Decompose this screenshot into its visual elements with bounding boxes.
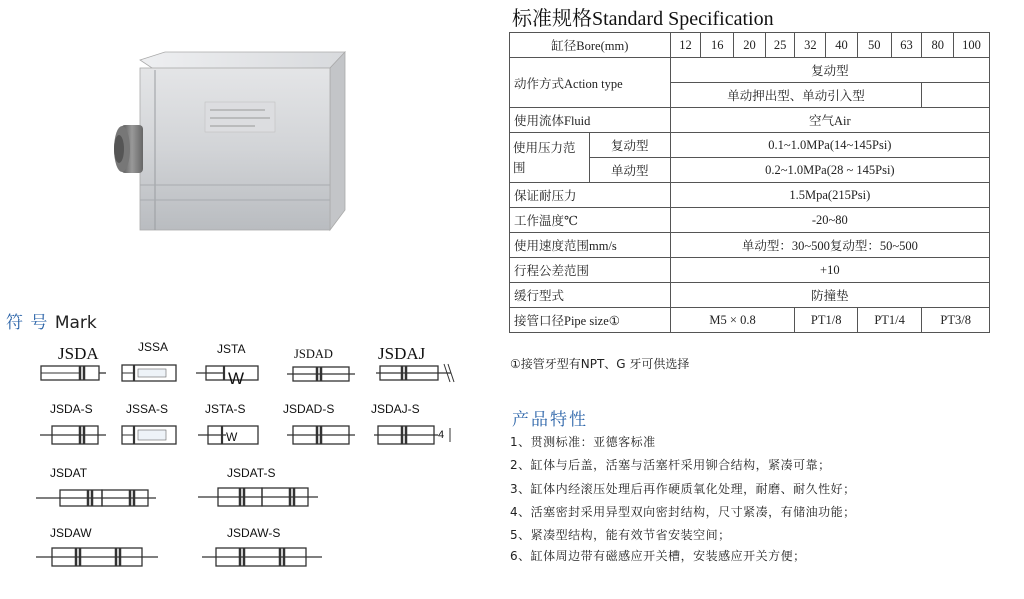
bore-cell: 12 xyxy=(670,33,701,58)
symbol-label-jsdat-s: JSDAT-S xyxy=(227,466,276,480)
symbol-label-jsdaw: JSDAW xyxy=(50,526,92,540)
pressure-double-label: 复动型 xyxy=(589,133,670,158)
row-temp xyxy=(510,208,990,233)
symbol-jsdaw-s xyxy=(202,544,322,570)
stroke-label: 行程公差范围 xyxy=(510,258,671,283)
bore-cell: 20 xyxy=(734,33,766,58)
svg-text:4: 4 xyxy=(438,429,445,441)
proof-value: 1.5Mpa(215Psi) xyxy=(670,183,989,208)
feature-item: 6、缸体周边带有磁感应开关槽，安装感应开关方便； xyxy=(510,549,806,563)
proof-label: 保证耐压力 xyxy=(510,183,671,208)
symbol-jsdaj xyxy=(376,362,456,386)
cylinder-photo xyxy=(95,30,355,245)
action-double-value: 复动型 xyxy=(670,58,989,83)
pressure-double-value: 0.1~1.0MPa(14~145Psi) xyxy=(670,133,989,158)
spec-title: 标准规格Standard Specification xyxy=(512,8,774,30)
speed-label: 使用速度范围mm/s xyxy=(510,233,671,258)
row-proof xyxy=(510,183,990,208)
feature-item: 2、缸体与后盖，活塞与活塞杆采用铆合结构，紧凑可靠； xyxy=(510,458,831,472)
symbol-label-jsda-s: JSDA-S xyxy=(50,402,93,416)
symbol-label-jsdaj: JSDAJ xyxy=(378,344,426,363)
bore-cell: 80 xyxy=(922,33,954,58)
cushion-value: 防撞垫 xyxy=(670,283,989,308)
feature-item: 4、活塞密封采用异型双向密封结构，尺寸紧凑，有储油功能； xyxy=(510,505,856,519)
spec-table xyxy=(509,32,990,333)
symbol-jsdad xyxy=(287,364,355,386)
pressure-label: 使用压力范围 xyxy=(510,133,590,183)
symbol-label-jsdaj-s: JSDAJ-S xyxy=(371,402,420,416)
symbol-label-jsdaw-s: JSDAW-S xyxy=(227,526,281,540)
bore-label: 缸径Bore(mm) xyxy=(510,33,671,58)
bore-cell: 50 xyxy=(857,33,891,58)
symbol-label-jssa: JSSA xyxy=(138,340,169,354)
row-speed xyxy=(510,233,990,258)
bore-cell: 32 xyxy=(795,33,826,58)
symbol-jsta-s xyxy=(198,422,264,448)
feature-item: 5、紧凑型结构，能有效节省安装空间； xyxy=(510,528,731,542)
bore-cell: 16 xyxy=(701,33,734,58)
symbol-jssa-s xyxy=(120,422,180,448)
port-value: PT1/4 xyxy=(857,308,921,333)
symbol-jsdaj-s xyxy=(374,422,456,448)
svg-text:W: W xyxy=(226,430,238,444)
bore-cell: 40 xyxy=(826,33,858,58)
temp-value: -20~80 xyxy=(670,208,989,233)
svg-text:W: W xyxy=(228,369,245,386)
port-value: PT3/8 xyxy=(922,308,990,333)
action-single-empty xyxy=(922,83,990,108)
action-single-value: 单动押出型、单动引入型 xyxy=(670,83,922,108)
fluid-label: 使用流体Fluid xyxy=(510,108,671,133)
symbol-label-jsdat: JSDAT xyxy=(50,466,88,480)
symbol-jsdad-s xyxy=(287,422,355,448)
port-label: 接管口径Pipe size① xyxy=(510,308,671,333)
symbol-label-jsta-s: JSTA-S xyxy=(205,402,246,416)
stroke-value: +10 xyxy=(670,258,989,283)
row-pressure-double xyxy=(510,133,990,158)
action-label: 动作方式Action type xyxy=(510,58,671,108)
symbol-jsda-s xyxy=(40,422,106,448)
symbol-label-jsta: JSTA xyxy=(217,342,246,356)
symbol-label-jsdad-s: JSDAD-S xyxy=(283,402,335,416)
symbol-jsdat-s xyxy=(198,484,318,510)
pressure-single-value: 0.2~1.0MPa(28 ~ 145Psi) xyxy=(670,158,989,183)
row-stroke xyxy=(510,258,990,283)
row-fluid xyxy=(510,108,990,133)
symbol-jssa xyxy=(120,361,180,385)
temp-label: 工作温度℃ xyxy=(510,208,671,233)
row-action-double xyxy=(510,58,990,83)
symbol-jsdaw xyxy=(36,544,158,570)
bore-cell: 63 xyxy=(891,33,922,58)
mark-title xyxy=(6,308,97,333)
pipe-thread-note: ①接管牙型有NPT、G 牙可供选择 xyxy=(510,357,690,371)
row-port xyxy=(510,308,990,333)
port-value: PT1/8 xyxy=(795,308,857,333)
row-bore xyxy=(510,33,990,58)
cushion-label: 缓行型式 xyxy=(510,283,671,308)
pressure-single-label: 单动型 xyxy=(589,158,670,183)
mark-title-en: Mark xyxy=(54,313,97,333)
symbol-jsda xyxy=(40,362,106,384)
mark-title-cn: 符 号 xyxy=(6,313,49,333)
symbol-label-jsdad: JSDAD xyxy=(294,347,333,361)
feature-item: 1、贯测标准：亚德客标准 xyxy=(510,435,656,449)
row-cushion xyxy=(510,283,990,308)
speed-value: 单动型：30~500复动型：50~500 xyxy=(670,233,989,258)
symbol-jsdat xyxy=(36,486,156,510)
symbol-label-jssa-s: JSSA-S xyxy=(126,402,169,416)
fluid-value: 空气Air xyxy=(670,108,989,133)
symbol-jsta xyxy=(196,364,264,386)
features-title: 产品特性 xyxy=(512,410,588,430)
bore-cell: 100 xyxy=(954,33,990,58)
symbol-label-jsda: JSDA xyxy=(58,344,99,363)
bore-cell: 25 xyxy=(765,33,795,58)
feature-item: 3、缸体内经滚压处理后再作硬质氧化处理，耐磨、耐久性好； xyxy=(510,482,856,496)
port-value: M5 × 0.8 xyxy=(670,308,795,333)
